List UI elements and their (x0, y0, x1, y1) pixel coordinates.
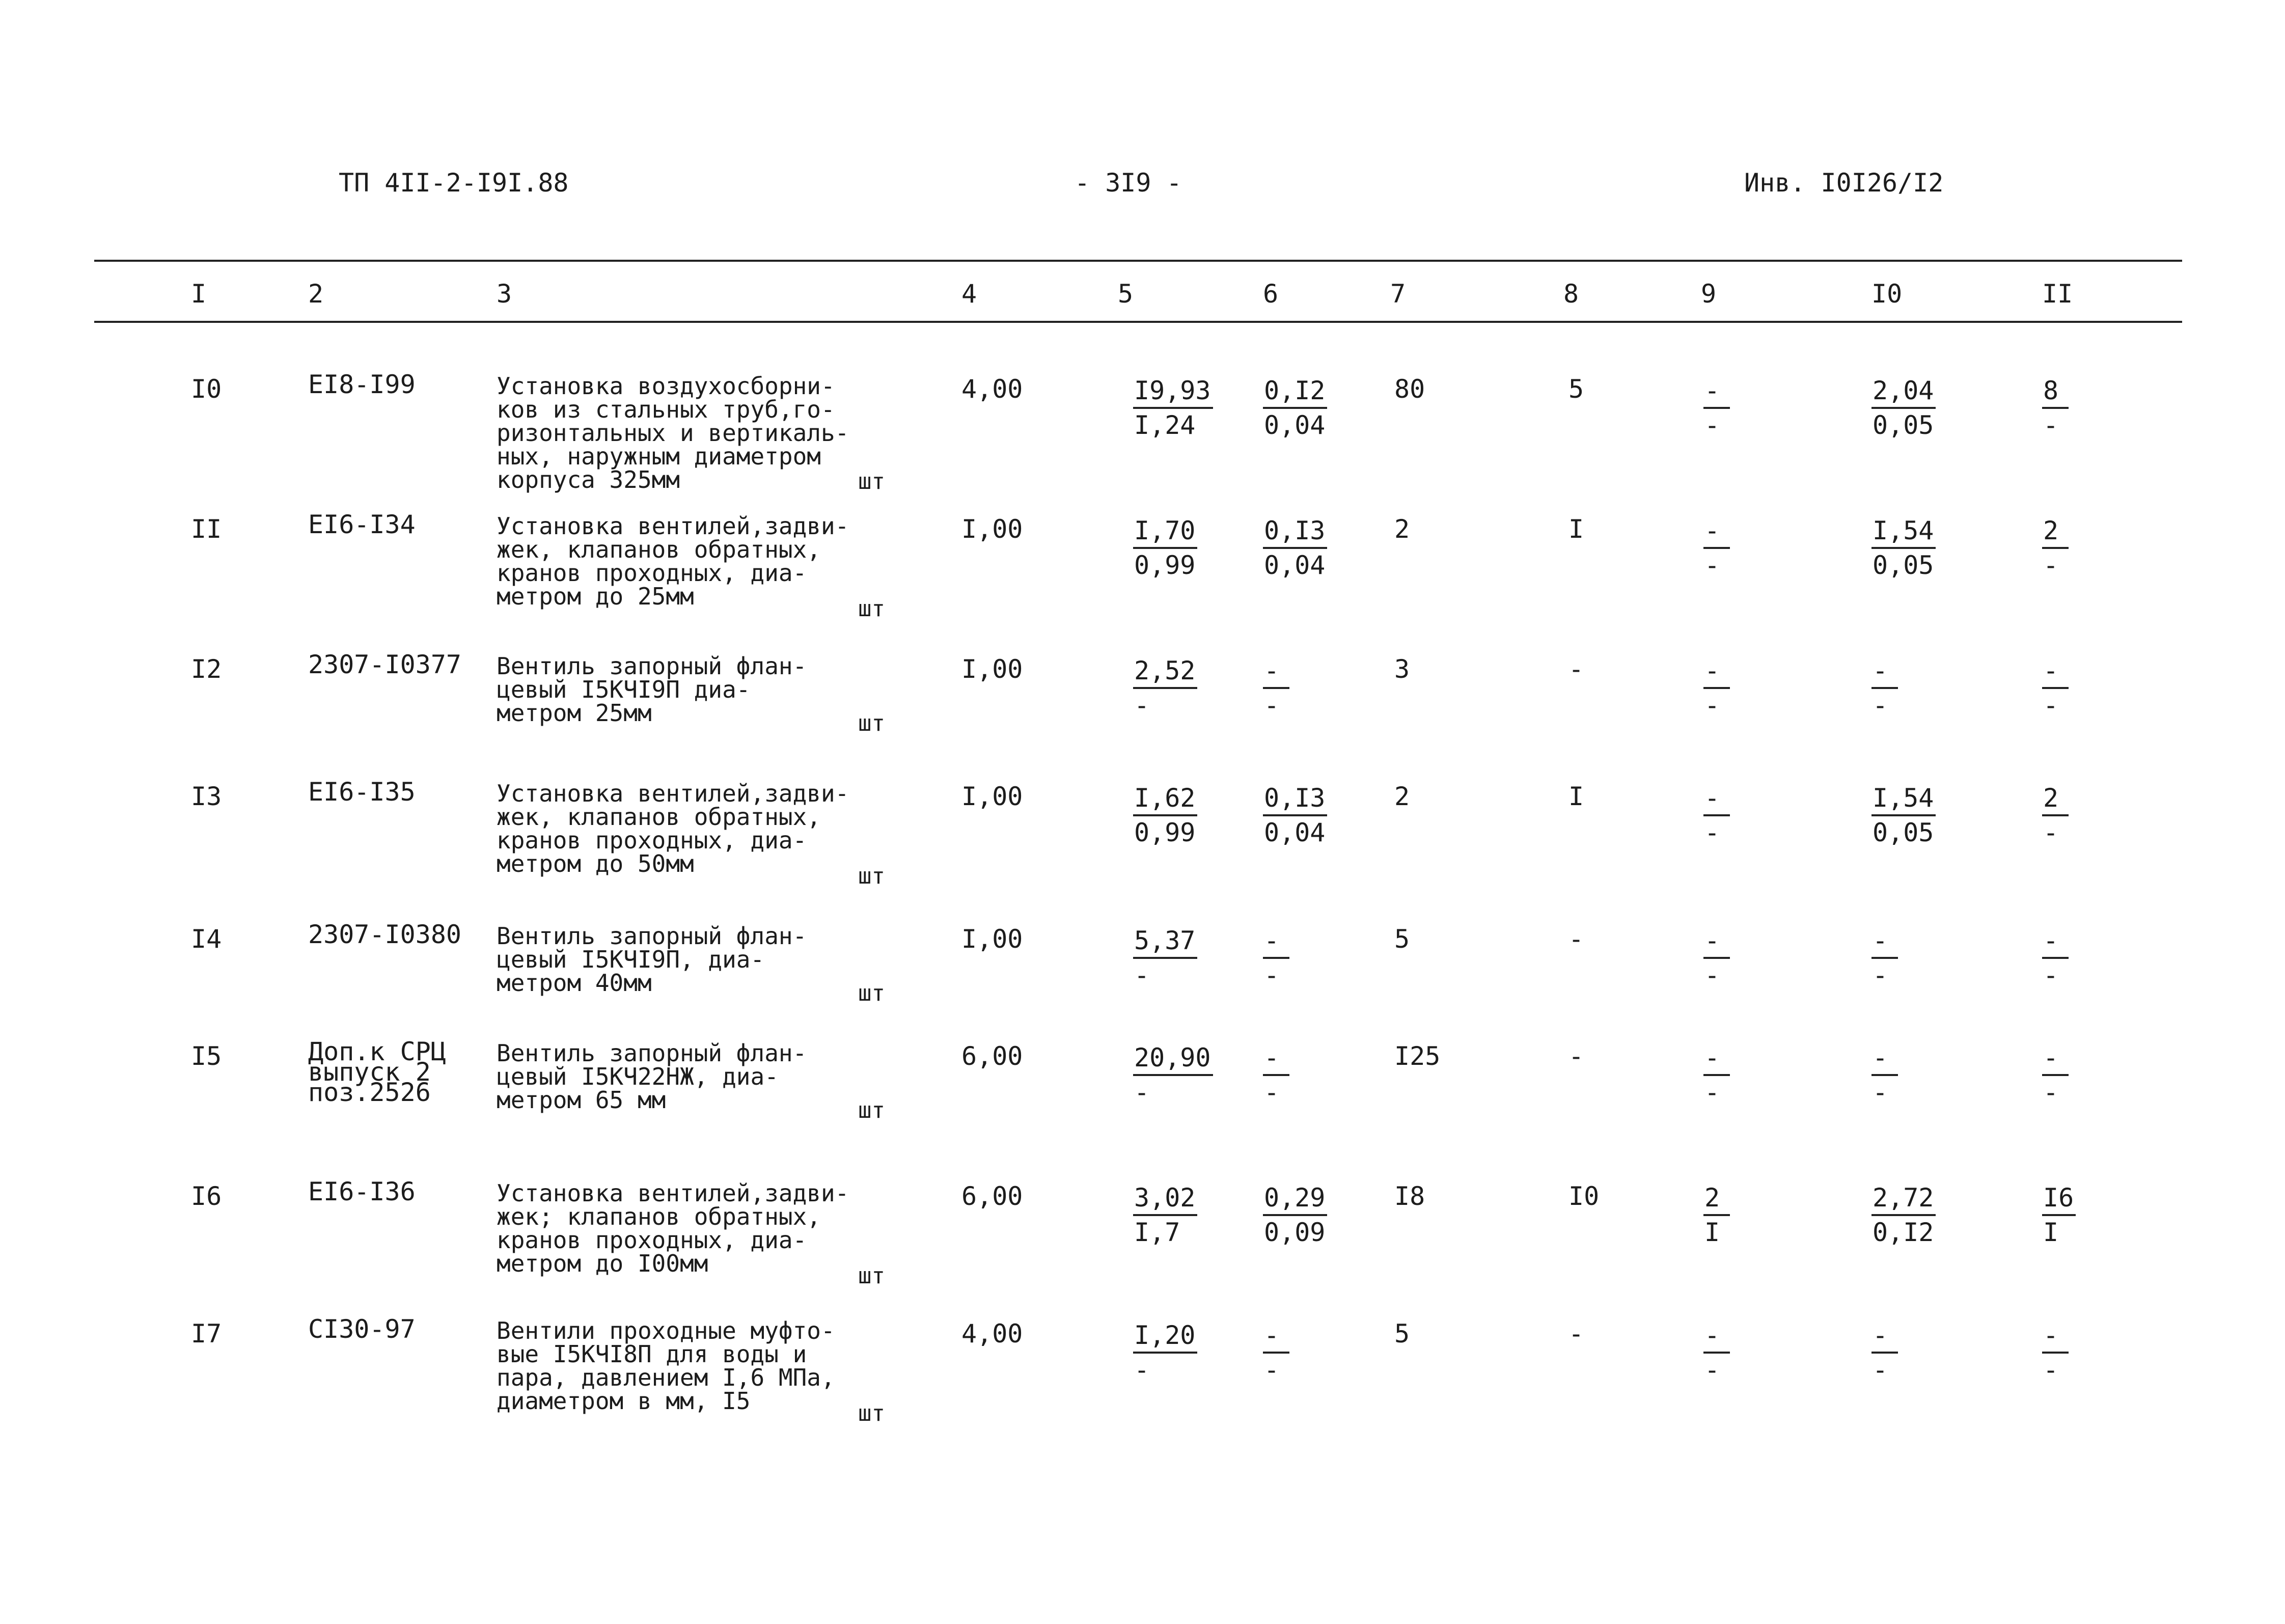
column-header-6: 6 (1263, 279, 1279, 309)
quantity-cell: I,00 (961, 514, 1023, 544)
col9-fraction-denominator: - (1704, 1355, 1720, 1385)
col7-cell: 3 (1394, 654, 1410, 684)
description-cell: Установка вентилей,задви- жек, клапанов обратных, кранов проходных, диа- метром до 50мм (497, 780, 849, 877)
unit-label: шт (858, 1097, 885, 1123)
col5-fraction (1133, 514, 1197, 582)
table-row (0, 510, 2285, 647)
inventory-number: Инв. I0I26/I2 (1744, 168, 1944, 198)
col5-fraction-denominator: - (1134, 691, 1150, 720)
col8-cell: I0 (1568, 1181, 1600, 1211)
col5-fraction (1133, 1319, 1197, 1386)
col6-fraction-denominator: 0,09 (1264, 1218, 1326, 1247)
col6-fraction-denominator: 0,04 (1264, 550, 1326, 580)
col8-cell: - (1568, 1041, 1584, 1071)
col9-fraction (1703, 1319, 1730, 1386)
document-code: ТП 4II-2-I9I.88 (339, 168, 569, 198)
col9-fraction-numerator: - (1703, 782, 1730, 816)
table-row (0, 650, 2285, 787)
col10-fraction-numerator: - (1871, 654, 1898, 689)
col6-fraction-numerator: - (1263, 654, 1289, 689)
page-number: - 3I9 - (1075, 168, 1182, 198)
col6-fraction-numerator: 0,I3 (1263, 514, 1327, 549)
col9-fraction (1703, 654, 1730, 722)
col5-fraction-numerator: 20,90 (1133, 1041, 1213, 1076)
col11-fraction (2042, 1041, 2069, 1109)
col9-fraction-numerator: - (1703, 1319, 1730, 1354)
col8-cell: 5 (1568, 374, 1584, 404)
col11-fraction-numerator: - (2042, 654, 2069, 689)
col5-fraction-denominator: 0,99 (1134, 550, 1196, 580)
col9-fraction (1703, 782, 1730, 849)
col10-fraction (1871, 924, 1898, 992)
col7-cell: 80 (1394, 374, 1425, 404)
row-number: I2 (191, 654, 222, 684)
col11-fraction-numerator: I6 (2042, 1181, 2076, 1216)
col5-fraction (1133, 1181, 1197, 1249)
col5-fraction-numerator: 3,02 (1133, 1181, 1197, 1216)
col6-fraction (1263, 654, 1289, 722)
col6-fraction-numerator: 0,29 (1263, 1181, 1327, 1216)
col5-fraction-numerator: I,62 (1133, 782, 1197, 816)
column-header-1: I (191, 279, 207, 309)
col6-fraction-numerator: - (1263, 924, 1289, 959)
col5-fraction (1133, 374, 1213, 442)
col10-fraction-numerator: I,54 (1871, 782, 1936, 816)
column-header-10: I0 (1871, 279, 1903, 309)
col5-fraction-denominator: - (1134, 1078, 1150, 1107)
col6-fraction-numerator: - (1263, 1041, 1289, 1076)
col6-fraction-denominator: - (1264, 960, 1280, 990)
description-cell: Установка вентилей,задви- жек, клапанов обратных, кранов проходных, диа- метром до 25мм (497, 512, 849, 610)
col7-cell: 2 (1394, 782, 1410, 811)
col11-fraction (2042, 1181, 2076, 1249)
col9-fraction-denominator: - (1704, 691, 1720, 720)
row-number: I7 (191, 1319, 222, 1348)
col5-fraction-numerator: 2,52 (1133, 654, 1197, 689)
row-number: I0 (191, 374, 222, 404)
col6-fraction-denominator: - (1264, 1078, 1280, 1107)
col11-fraction (2042, 374, 2069, 442)
column-header-2: 2 (308, 279, 324, 309)
col10-fraction (1871, 1319, 1898, 1386)
col5-fraction (1133, 782, 1197, 849)
col11-fraction-denominator: - (2043, 550, 2059, 580)
table-row (0, 1314, 2285, 1451)
col11-fraction (2042, 1319, 2069, 1386)
col6-fraction-numerator: - (1263, 1319, 1289, 1354)
quantity-cell: I,00 (961, 782, 1023, 811)
col5-fraction-numerator: I9,93 (1133, 374, 1213, 409)
code-cell: Доп.к СРЦ выпуск 2 поз.2526 (308, 1037, 446, 1107)
unit-label: шт (858, 980, 885, 1006)
col6-fraction (1263, 924, 1289, 992)
description-cell: Вентиль запорный флан- цевый I5КЧ22НЖ, диа- метром 65 мм (497, 1039, 807, 1114)
description-cell: Установка вентилей,задви- жек; клапанов обратных, кранов проходных, диа- метром до I00мм (497, 1179, 849, 1277)
col11-fraction (2042, 924, 2069, 992)
col9-fraction-denominator: I (1704, 1218, 1720, 1247)
quantity-cell: 4,00 (961, 374, 1023, 404)
col10-fraction-numerator: - (1871, 1319, 1898, 1354)
row-number: I6 (191, 1181, 222, 1211)
col6-fraction-numerator: 0,I2 (1263, 374, 1327, 409)
col6-fraction-denominator: 0,04 (1264, 410, 1326, 440)
column-header-9: 9 (1701, 279, 1717, 309)
col9-fraction (1703, 514, 1730, 582)
col9-fraction-numerator: - (1703, 654, 1730, 689)
col5-fraction-denominator: 0,99 (1134, 818, 1196, 847)
column-header-5: 5 (1118, 279, 1134, 309)
col10-fraction-denominator: 0,05 (1873, 818, 1934, 847)
col7-cell: 5 (1394, 924, 1410, 954)
description-cell: Вентиль запорный флан- цевый I5КЧI9П диа- метром 25мм (497, 652, 807, 727)
col10-fraction-denominator: - (1873, 1355, 1888, 1385)
col10-fraction (1871, 654, 1898, 722)
col9-fraction-denominator: - (1704, 818, 1720, 847)
column-header-8: 8 (1563, 279, 1579, 309)
code-cell: EI6-I35 (308, 777, 416, 807)
col9-fraction-denominator: - (1704, 960, 1720, 990)
col5-fraction-denominator: - (1134, 1355, 1150, 1385)
col10-fraction-denominator: 0,05 (1873, 550, 1934, 580)
col6-fraction (1263, 782, 1327, 849)
col10-fraction-denominator: 0,I2 (1873, 1218, 1934, 1247)
col8-cell: - (1568, 1319, 1584, 1348)
column-header-11: II (2042, 279, 2073, 309)
col7-cell: I25 (1394, 1041, 1441, 1071)
col10-fraction-numerator: I,54 (1871, 514, 1936, 549)
col11-fraction-denominator: - (2043, 1078, 2059, 1107)
col10-fraction-denominator: - (1873, 691, 1888, 720)
col11-fraction-denominator: - (2043, 1355, 2059, 1385)
unit-label: шт (858, 863, 885, 889)
col7-cell: I8 (1394, 1181, 1425, 1211)
description-cell: Установка воздухосборни- ков из стальных труб,го- ризонтальных и вертикаль- ных, наружным диаметром корпуса 325мм (497, 372, 849, 493)
col11-fraction-denominator: - (2043, 818, 2059, 847)
col9-fraction-numerator: - (1703, 374, 1730, 409)
table-top-rule (94, 260, 2182, 262)
col6-fraction (1263, 374, 1327, 442)
col6-fraction-numerator: 0,I3 (1263, 782, 1327, 816)
col11-fraction-denominator: - (2043, 960, 2059, 990)
code-cell: CI30-97 (308, 1314, 416, 1344)
col9-fraction (1703, 1181, 1730, 1249)
code-cell: 2307-I0380 (308, 920, 462, 949)
col10-fraction-numerator: - (1871, 924, 1898, 959)
col10-fraction (1871, 1041, 1898, 1109)
table-header-rule (94, 321, 2182, 323)
col10-fraction-denominator: - (1873, 1078, 1888, 1107)
column-header-3: 3 (497, 279, 512, 309)
table-row (0, 777, 2285, 914)
col5-fraction-denominator: - (1134, 960, 1150, 990)
col7-cell: 2 (1394, 514, 1410, 544)
row-number: II (191, 514, 222, 544)
col9-fraction-numerator: - (1703, 924, 1730, 959)
unit-label: шт (858, 469, 885, 494)
col11-fraction-numerator: - (2042, 924, 2069, 959)
unit-label: шт (858, 1400, 885, 1426)
table-row (0, 1037, 2285, 1174)
row-number: I3 (191, 782, 222, 811)
column-header-4: 4 (961, 279, 977, 309)
col11-fraction-numerator: - (2042, 1319, 2069, 1354)
row-number: I4 (191, 924, 222, 954)
col8-cell: - (1568, 924, 1584, 954)
quantity-cell: I,00 (961, 654, 1023, 684)
col11-fraction-numerator: - (2042, 1041, 2069, 1076)
col9-fraction (1703, 924, 1730, 992)
col8-cell: - (1568, 654, 1584, 684)
col10-fraction (1871, 1181, 1936, 1249)
col5-fraction-numerator: 5,37 (1133, 924, 1197, 959)
col9-fraction (1703, 1041, 1730, 1109)
col8-cell: I (1568, 782, 1584, 811)
col11-fraction-numerator: 8 (2042, 374, 2069, 409)
col11-fraction-denominator: - (2043, 410, 2059, 440)
col11-fraction (2042, 782, 2069, 849)
col5-fraction-numerator: I,20 (1133, 1319, 1197, 1354)
row-number: I5 (191, 1041, 222, 1071)
code-cell: 2307-I0377 (308, 650, 462, 679)
col10-fraction (1871, 514, 1936, 582)
col5-fraction-numerator: I,70 (1133, 514, 1197, 549)
quantity-cell: 6,00 (961, 1181, 1023, 1211)
col11-fraction-denominator: - (2043, 691, 2059, 720)
col6-fraction (1263, 1181, 1327, 1249)
col9-fraction-denominator: - (1704, 410, 1720, 440)
col11-fraction-denominator: I (2043, 1218, 2059, 1247)
col5-fraction (1133, 1041, 1213, 1109)
col10-fraction-numerator: - (1871, 1041, 1898, 1076)
col6-fraction (1263, 1319, 1289, 1386)
col5-fraction (1133, 654, 1197, 722)
quantity-cell: 6,00 (961, 1041, 1023, 1071)
col9-fraction-numerator: - (1703, 1041, 1730, 1076)
col6-fraction-denominator: 0,04 (1264, 818, 1326, 847)
col5-fraction (1133, 924, 1197, 992)
quantity-cell: I,00 (961, 924, 1023, 954)
description-cell: Вентиль запорный флан- цевый I5КЧI9П, диа- метром 40мм (497, 922, 807, 997)
quantity-cell: 4,00 (961, 1319, 1023, 1348)
code-cell: EI6-I36 (308, 1177, 416, 1206)
code-cell: EI8-I99 (308, 370, 416, 399)
description-cell: Вентили проходные муфто- вые I5КЧI8П для воды и пара, давлением I,6 МПа, диаметром в мм, I5 (497, 1317, 835, 1415)
col10-fraction (1871, 782, 1936, 849)
col11-fraction-numerator: 2 (2042, 782, 2069, 816)
table-row (0, 370, 2285, 507)
col6-fraction (1263, 1041, 1289, 1109)
col10-fraction-denominator: - (1873, 960, 1888, 990)
col6-fraction-denominator: - (1264, 691, 1280, 720)
col9-fraction-numerator: - (1703, 514, 1730, 549)
col9-fraction-numerator: 2 (1703, 1181, 1730, 1216)
unit-label: шт (858, 1263, 885, 1289)
table-row (0, 1177, 2285, 1314)
col7-cell: 5 (1394, 1319, 1410, 1348)
col8-cell: I (1568, 514, 1584, 544)
col10-fraction (1871, 374, 1936, 442)
col9-fraction (1703, 374, 1730, 442)
unit-label: шт (858, 596, 885, 622)
col9-fraction-denominator: - (1704, 1078, 1720, 1107)
col10-fraction-numerator: 2,04 (1871, 374, 1936, 409)
column-header-7: 7 (1390, 279, 1406, 309)
col9-fraction-denominator: - (1704, 550, 1720, 580)
code-cell: EI6-I34 (308, 510, 416, 539)
col11-fraction (2042, 514, 2069, 582)
col11-fraction-numerator: 2 (2042, 514, 2069, 549)
unit-label: шт (858, 710, 885, 736)
col10-fraction-denominator: 0,05 (1873, 410, 1934, 440)
col5-fraction-denominator: I,7 (1134, 1218, 1180, 1247)
col10-fraction-numerator: 2,72 (1871, 1181, 1936, 1216)
col11-fraction (2042, 654, 2069, 722)
col5-fraction-denominator: I,24 (1134, 410, 1196, 440)
col6-fraction-denominator: - (1264, 1355, 1280, 1385)
col6-fraction (1263, 514, 1327, 582)
